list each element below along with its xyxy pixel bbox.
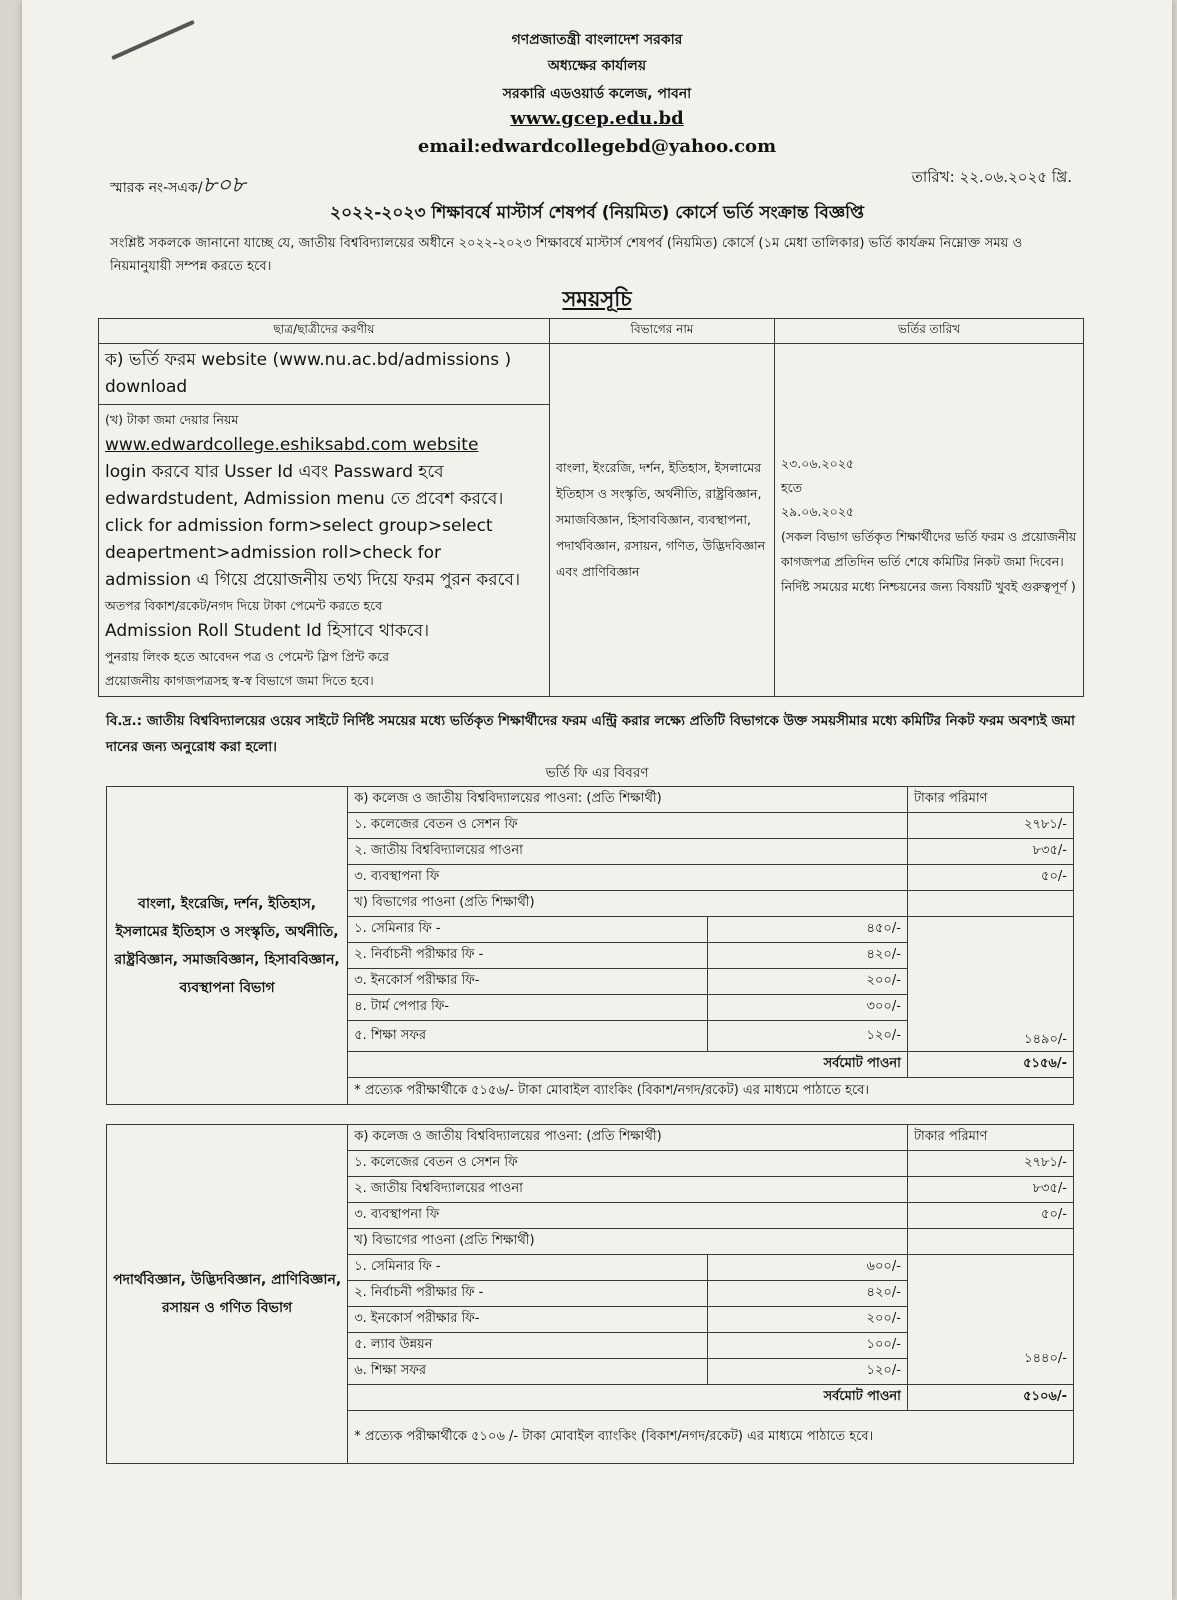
date-from: ২৩.০৬.২০২৫ — [781, 456, 854, 471]
fee-section-college: ক) কলেজ ও জাতীয় বিশ্ববিদ্যালয়ের পাওনা: (প্রতি শিক্ষার্থী) — [348, 787, 908, 813]
fee-total: ৫১৫৬/- — [907, 1052, 1073, 1078]
fee-amount-heading: টাকার পরিমাণ — [907, 787, 1073, 813]
fee-total-label: সর্বমোট পাওনা — [348, 1052, 908, 1078]
college-website: www.gcep.edu.bd — [510, 108, 684, 129]
fee-row: ৩. ইনকোর্স পরীক্ষার ফি- — [348, 1307, 708, 1333]
payment-line-1: www.edwardcollege.eshiksabd.com website — [105, 435, 479, 455]
office-header: অধ্যক্ষের কার্যালয় — [547, 58, 647, 74]
fee-value: ২৭৮১/- — [907, 813, 1073, 839]
departments-list: বাংলা, ইংরেজি, দর্শন, ইতিহাস, ইসলামের ইতিহাস ও সংস্কৃতি, অর্থনীতি, রাষ্ট্রবিজ্ঞান, সমাজবিজ্ঞান, হিসাববিজ্ঞান, ব্যবস্থাপনা, পদার্থবিজ্ঞান, রসায়ন, গণিত, উদ্ভিদবিজ্ঞান এবং প্রাণিবিজ্ঞান — [550, 344, 775, 697]
payment-line-7: অতপর বিকাশ/রকেট/নগদ দিয়ে টাকা পেমেন্ট করতে হবে — [105, 598, 383, 613]
admission-dates — [775, 344, 1084, 697]
col-admission-date: ভর্তির তারিখ — [775, 319, 1084, 344]
step-payment-rules — [99, 405, 550, 697]
payment-rules-heading: (খ) টাকা জমা দেয়ার নিয়ম — [105, 412, 239, 427]
govt-header: গণপ্রজাতন্ত্রী বাংলাদেশ সরকার — [511, 32, 683, 48]
fees-heading: ভর্তি ফি এর বিবরণ — [545, 765, 649, 781]
payment-line-10: প্রয়োজনীয় কাগজপত্রসহ স্ব-স্ব বিভাগে জমা দিতে হবে। — [105, 673, 374, 688]
fee-value: ৮৩৫/- — [907, 1177, 1073, 1203]
payment-line-4: click for admission form>select group>select — [105, 516, 493, 536]
fee-dept-total: ১৪৯০/- — [907, 917, 1073, 1052]
fee-row: ২. জাতীয় বিশ্ববিদ্যালয়ের পাওনা — [348, 839, 908, 865]
fee-row: ১. সেমিনার ফি - — [348, 917, 708, 943]
fee-value: ৫০/- — [907, 1203, 1073, 1229]
fee-value: ১২০/- — [708, 1359, 907, 1385]
fee-total: ৫১০৬/- — [907, 1385, 1073, 1411]
fee-row: ২. নির্বাচনী পরীক্ষার ফি - — [348, 943, 708, 969]
fee-value: ৮৩৫/- — [907, 839, 1073, 865]
payment-line-6: admission এ গিয়ে প্রয়োজনীয় তথ্য দিয়ে ফরম পুরন করবে। — [105, 570, 521, 590]
notice-date: তারিখ: ২২.০৬.২০২৫ খ্রি. — [911, 168, 1072, 186]
fee-dept-arts: বাংলা, ইংরেজি, দর্শন, ইতিহাস, ইসলামের ইতিহাস ও সংস্কৃতি, অর্থনীতি, রাষ্ট্রবিজ্ঞান, সমাজবিজ্ঞান, হিসাববিজ্ঞান, ব্যবস্থাপনা বিভাগ — [107, 787, 348, 1105]
fee-value: ৬০০/- — [708, 1255, 907, 1281]
fee-dept-total: ১৪৪০/- — [907, 1255, 1073, 1385]
fee-value: ১২০/- — [708, 1021, 907, 1052]
fee-row: ৬. শিক্ষা সফর — [348, 1359, 708, 1385]
fee-row: ৫. ল্যাব উন্নয়ন — [348, 1333, 708, 1359]
step-download-form: ক) ভর্তি ফরম website (www.nu.ac.bd/admissions ) download — [99, 344, 550, 405]
schedule-table — [98, 318, 1084, 697]
fee-row: ১. কলেজের বেতন ও সেশন ফি — [348, 813, 908, 839]
notice-intro: সংশ্লিষ্ট সকলকে জানানো যাচ্ছে যে, জাতীয় বিশ্ববিদ্যালয়ের অধীনে ২০২২-২০২৩ শিক্ষাবর্ষে মাস্টার্স শেষপর্ব (নিয়মিত) কোর্সে (১ম মেধা তালিকার) ভর্তি কার্যক্রম নিম্নোক্ত সময় ও নিয়মানুযায়ী সম্পন্ন করতে হবে। — [110, 236, 1023, 274]
fee-value: ১০০/- — [708, 1333, 907, 1359]
date-note: (সকল বিভাগ ভর্তিকৃত শিক্ষার্থীদের ভর্তি ফরম ও প্রয়োজনীয় কাগজপত্র প্রতিদিন ভর্তি শেষে কমিটির নিকট জমা দিবেন। নির্দিষ্ট সময়ের মধ্যে নিশ্চয়নের জন্য বিষয়টি খুবই গুরুত্বপূর্ণ ) — [781, 529, 1077, 594]
date-mid: হতে — [781, 480, 802, 495]
empty-cell — [907, 1229, 1073, 1255]
notice-page — [22, 0, 1172, 1600]
notice-remark: বি.দ্র.: জাতীয় বিশ্ববিদ্যালয়ের ওয়েব সাইটে নির্দিষ্ট সময়ের মধ্যে ভর্তিকৃত শিক্ষার্থীদের ফরম এন্ট্রি করার লক্ষ্যে প্রতিটি বিভাগকে উক্ত সময়সীমার মধ্যে কমিটির নিকট ফরম অবশ্যই জমা দানের জন্য অনুরোধ করা হলো। — [106, 713, 1075, 755]
col-departments: বিভাগের নাম — [550, 319, 775, 344]
fee-amount-heading: টাকার পরিমাণ — [907, 1125, 1073, 1151]
schedule-heading: সময়সূচি — [562, 287, 632, 311]
payment-line-3: edwardstudent, Admission menu তে প্রবেশ করবে। — [105, 489, 504, 509]
fee-value: ২৭৮১/- — [907, 1151, 1073, 1177]
fee-row: ৩. ইনকোর্স পরীক্ষার ফি- — [348, 969, 708, 995]
fee-footnote: * প্রত্যেক পরীক্ষার্থীকে ৫১৫৬/- টাকা মোবাইল ব্যাংকিং (বিকাশ/নগদ/রকেট) এর মাধ্যমে পাঠাতে হবে। — [348, 1078, 1074, 1105]
fee-section-dept: খ) বিভাগের পাওনা (প্রতি শিক্ষার্থী) — [348, 891, 908, 917]
fee-table-science — [106, 1124, 1074, 1464]
fee-row: ৩. ব্যবস্থাপনা ফি — [348, 1203, 908, 1229]
fee-value: ২০০/- — [708, 969, 907, 995]
college-email: email:edwardcollegebd@yahoo.com — [417, 136, 777, 157]
fee-row: ৪. টার্ম পেপার ফি- — [348, 995, 708, 1021]
fee-footnote: * প্রত্যেক পরীক্ষার্থীকে ৫১০৬ /- টাকা মোবাইল ব্যাংকিং (বিকাশ/নগদ/রকেট) এর মাধ্যমে পাঠাতে হবে। — [348, 1411, 1074, 1464]
fee-dept-science: পদার্থবিজ্ঞান, উদ্ভিদবিজ্ঞান, প্রাণিবিজ্ঞান, রসায়ন ও গণিত বিভাগ — [107, 1125, 348, 1464]
fee-value: ৫০/- — [907, 865, 1073, 891]
fee-value: ৩০০/- — [708, 995, 907, 1021]
col-student-tasks: ছাত্র/ছাত্রীদের করণীয় — [99, 319, 550, 344]
memo-label: স্মারক নং-সএক/ — [110, 180, 203, 196]
fee-row: ৫. শিক্ষা সফর — [348, 1021, 708, 1052]
fee-value: ৪২০/- — [708, 943, 907, 969]
memo-handwritten-number: ৮০৮ — [202, 173, 246, 198]
fee-value: ২০০/- — [708, 1307, 907, 1333]
fee-section-college: ক) কলেজ ও জাতীয় বিশ্ববিদ্যালয়ের পাওনা: (প্রতি শিক্ষার্থী) — [348, 1125, 908, 1151]
payment-line-2: login করবে যার Usser Id এবং Passward হবে — [105, 462, 444, 482]
fee-section-dept: খ) বিভাগের পাওনা (প্রতি শিক্ষার্থী) — [348, 1229, 908, 1255]
fee-row: ২. জাতীয় বিশ্ববিদ্যালয়ের পাওনা — [348, 1177, 908, 1203]
payment-line-9: পুনরায় লিংক হতে আবেদন পত্র ও পেমেন্ট স্লিপ প্রিন্ট করে — [105, 649, 390, 664]
fee-value: ৪৫০/- — [708, 917, 907, 943]
empty-cell — [907, 891, 1073, 917]
fee-value: ৪২০/- — [708, 1281, 907, 1307]
fee-table-arts — [106, 786, 1074, 1105]
fee-row: ২. নির্বাচনী পরীক্ষার ফি - — [348, 1281, 708, 1307]
fee-total-label: সর্বমোট পাওনা — [348, 1385, 908, 1411]
fee-row: ১. কলেজের বেতন ও সেশন ফি — [348, 1151, 908, 1177]
payment-line-8: Admission Roll Student Id হিসাবে থাকবে। — [105, 621, 430, 641]
college-header: সরকারি এডওয়ার্ড কলেজ, পাবনা — [502, 86, 692, 102]
notice-title: ২০২২-২০২৩ শিক্ষাবর্ষে মাস্টার্স শেষপর্ব (নিয়মিত) কোর্সে ভর্তি সংক্রান্ত বিজ্ঞপ্তি — [330, 203, 864, 223]
payment-line-5: deapertment>admission roll>check for — [105, 543, 442, 563]
date-to: ২৯.০৬.২০২৫ — [781, 504, 854, 519]
fee-row: ৩. ব্যবস্থাপনা ফি — [348, 865, 908, 891]
fee-row: ১. সেমিনার ফি - — [348, 1255, 708, 1281]
